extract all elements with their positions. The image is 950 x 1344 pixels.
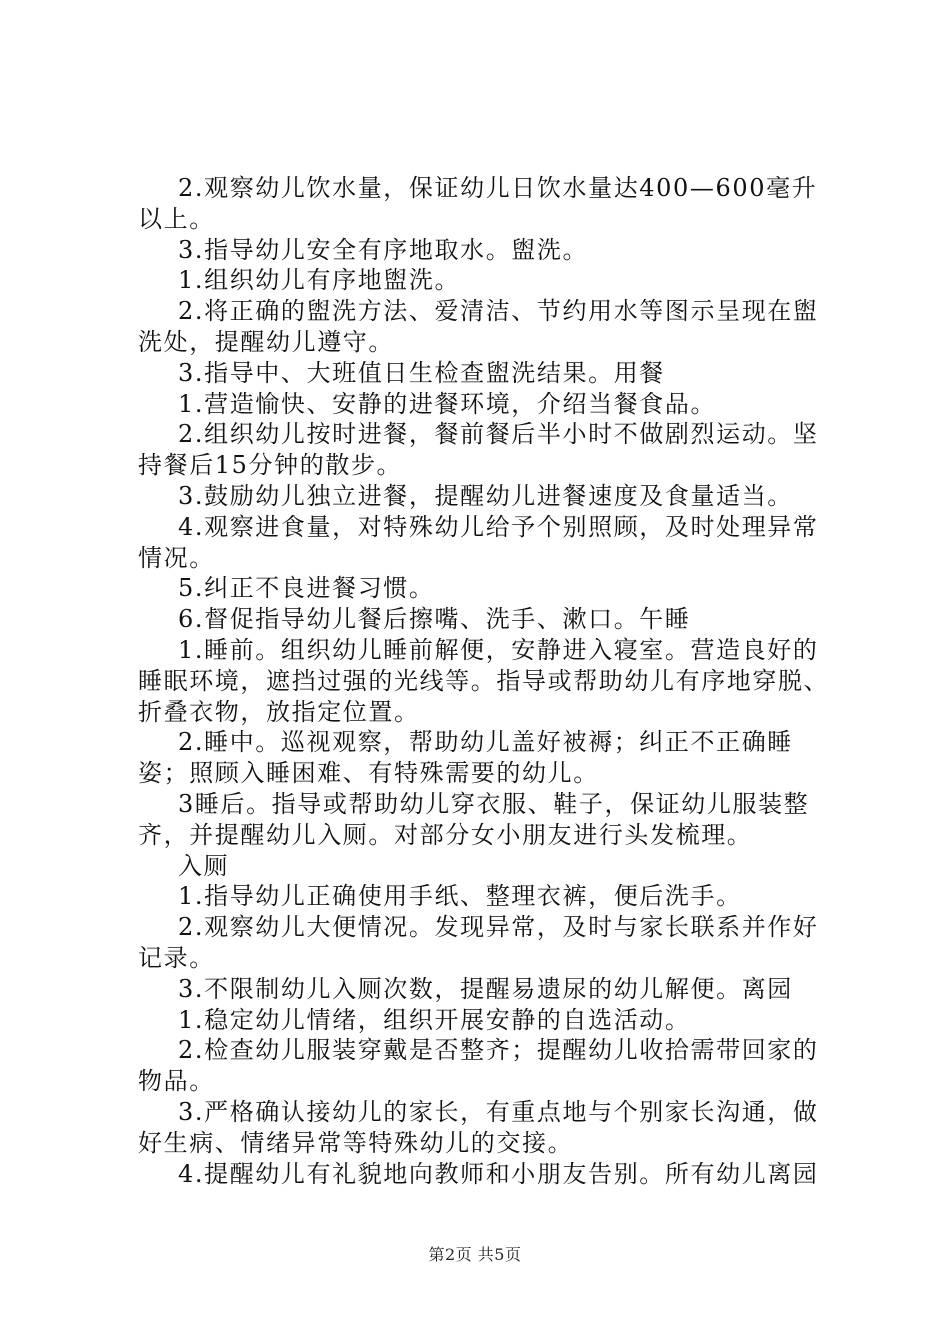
paragraph: 1.指导幼儿正确使用手纸、整理衣裤，便后洗手。 <box>178 882 742 911</box>
paragraph: 2.观察幼儿饮水量，保证幼儿日饮水量达400—600毫升以上。 <box>138 174 818 233</box>
paragraph: 3.鼓励幼儿独立进餐，提醒幼儿进餐速度及食量适当。 <box>178 481 793 510</box>
paragraph: 2.睡中。巡视观察，帮助幼儿盖好被褥；纠正不正确睡姿；照顾入睡困难、有特殊需要的幼儿。 <box>138 728 793 788</box>
paragraph: 5.纠正不良进餐习惯。 <box>178 574 435 603</box>
paragraph: 3睡后。指导或帮助幼儿穿衣服、鞋子，保证幼儿服装整齐，并提醒幼儿入厕。对部分女小朋友进行头发梳理。 <box>138 789 810 849</box>
paragraph: 2.观察幼儿大便情况。发现异常，及时与家长联系并作好记录。 <box>138 913 819 972</box>
paragraph: 3.严格确认接幼儿的家长，有重点地与个别家长沟通，做好生病、情绪异常等特殊幼儿的交接。 <box>138 1097 819 1157</box>
paragraph: 4.提醒幼儿有礼貌地向教师和小朋友告别。所有幼儿离园 <box>178 1159 819 1188</box>
paragraph: 3.指导幼儿安全有序地取水。盥洗。 <box>178 235 589 264</box>
paragraph: 1.睡前。组织幼儿睡前解便，安静进入寝室。营造良好的睡眠环境，遮挡过强的光线等。指导或帮助幼儿有序地穿脱、折叠衣物，放指定位置。 <box>138 635 830 726</box>
page-number-footer: 第2页 共5页 <box>428 1245 522 1264</box>
document-body <box>138 173 838 1189</box>
paragraph: 3.指导中、大班值日生检查盥洗结果。用餐 <box>178 358 665 387</box>
paragraph: 2.检查幼儿服装穿戴是否整齐；提醒幼儿收拾需带回家的物品。 <box>138 1036 819 1096</box>
paragraph: 1.营造愉快、安静的进餐环境，介绍当餐食品。 <box>178 389 717 418</box>
paragraph: 1.组织幼儿有序地盥洗。 <box>178 266 461 295</box>
paragraph: 6.督促指导幼儿餐后擦嘴、洗手、漱口。午睡 <box>178 605 691 634</box>
paragraph: 入厕 <box>178 851 230 880</box>
paragraph: 4.观察进食量，对特殊幼儿给予个别照顾，及时处理异常情况。 <box>138 512 819 572</box>
paragraph: 3.不限制幼儿入厕次数，提醒易遗尿的幼儿解便。离园 <box>178 974 793 1003</box>
paragraph: 1.稳定幼儿情绪，组织开展安静的自选活动。 <box>178 1005 691 1034</box>
paragraph: 2.将正确的盥洗方法、爱清洁、节约用水等图示呈现在盥洗处，提醒幼儿遵守。 <box>138 297 819 356</box>
paragraph: 2.组织幼儿按时进餐，餐前餐后半小时不做剧烈运动。坚持餐后15分钟的散步。 <box>138 420 819 480</box>
